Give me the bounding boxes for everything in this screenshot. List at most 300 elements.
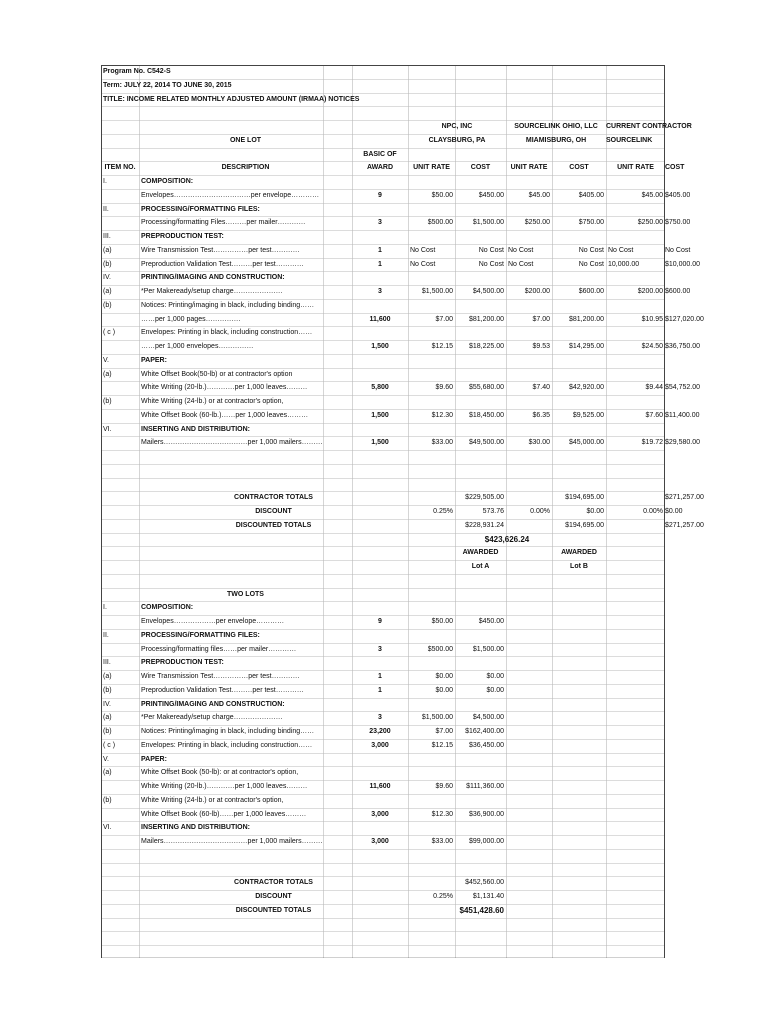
cost-cell: [455, 629, 506, 643]
unit-rate-cell: [408, 821, 455, 835]
cost-cell: [665, 299, 667, 313]
section-heading: COMPOSITION:: [141, 178, 194, 185]
basis-of-award: 1,500: [371, 411, 389, 419]
item-description: Processing/formatting files……per mailer…………: [141, 645, 297, 653]
unit-rate-cell: $1,500.00: [421, 288, 453, 295]
section-heading: PRINTING/IMAGING AND CONSTRUCTION:: [141, 700, 285, 708]
unit-rate-cell: [408, 230, 455, 244]
item-description: *Per Makeready/setup charge…………………: [141, 288, 283, 295]
unit-rate-cell: $12.30: [431, 810, 453, 818]
cost-cell: [455, 395, 506, 409]
cost-cell: [665, 203, 667, 217]
section-heading: PROCESSING/FORMATTING FILES:: [141, 631, 260, 639]
section-heading: PREPRODUCTION TEST:: [141, 659, 224, 667]
unit-rate-cell: $0.00: [435, 673, 453, 680]
item-description: Envelopes……………………………per envelope…………: [141, 191, 320, 199]
basis-of-award: 3: [378, 219, 382, 227]
cost-cell: $36,450.00: [468, 741, 504, 749]
item-description: Wire Transmission Test……………per test…………: [141, 673, 300, 680]
total-rate: [408, 491, 455, 505]
unit-rate-cell: $24.50: [641, 343, 663, 350]
item-number: I.: [103, 178, 107, 185]
unit-rate-cell: $250.00: [524, 219, 550, 227]
discount-label: DISCOUNT: [255, 893, 292, 900]
unit-rate-cell: [408, 354, 455, 368]
cost-cell: $162,400.00: [465, 728, 504, 735]
basis-of-award: [352, 326, 408, 340]
cost-cell: $42,920.00: [568, 384, 604, 392]
discounted-totals-label: DISCOUNTED TOTALS: [235, 521, 312, 529]
unit-rate-cell: No Cost: [508, 260, 534, 268]
unit-rate-cell: No Cost: [410, 246, 436, 254]
unit-rate-cell: [408, 766, 455, 780]
vendor-location: SOURCELINK: [606, 136, 653, 144]
unit-rate-cell: [506, 175, 552, 189]
cost-cell: [455, 821, 506, 835]
item-description: Wire Transmission Test……………per test…………: [141, 246, 300, 254]
basis-of-award: 1: [378, 260, 382, 268]
basis-of-award: 3: [378, 645, 382, 653]
basis-of-award: 3,000: [371, 741, 389, 749]
unit-rate-cell: [408, 203, 455, 217]
total-rate: 0.25%: [433, 508, 453, 515]
section-heading: PRINTING/IMAGING AND CONSTRUCTION:: [141, 274, 285, 282]
unit-rate-cell: [506, 326, 552, 340]
program-number: Program No. C542-S: [103, 68, 171, 75]
item-number: (a): [103, 673, 112, 680]
item-number: (b): [103, 398, 112, 405]
item-description: Notices: Printing/imaging in black, including binding……: [141, 301, 315, 309]
unit-rate-cell: [408, 423, 455, 437]
lot-title: TWO LOTS: [227, 590, 264, 598]
vendor-name: SOURCELINK OHIO, LLC: [514, 123, 598, 130]
basis-of-award: [352, 698, 408, 712]
cost-cell: $49,500.00: [468, 439, 504, 447]
cost-cell: [552, 326, 606, 340]
item-description: White Offset Book (60-lb.)……per 1,000 leaves………: [141, 411, 309, 419]
unit-rate-cell: [408, 395, 455, 409]
section-heading: PAPER:: [141, 755, 167, 763]
unit-rate-cell: [506, 203, 552, 217]
item-description: Envelopes: Printing in black, including construction……: [141, 329, 313, 337]
cost-cell: [455, 299, 506, 313]
item-number: [101, 216, 139, 230]
item-number: V.: [103, 755, 109, 763]
column-header-cost: COST: [665, 164, 685, 172]
unit-rate-cell: $30.00: [528, 439, 550, 447]
unit-rate-cell: [506, 368, 552, 382]
total-cost: $451,428.60: [459, 905, 504, 915]
unit-rate-cell: [606, 299, 665, 313]
item-number: III.: [103, 659, 111, 667]
document-title: TITLE: INCOME RELATED MONTHLY ADJUSTED AMOUNT (IRMAA) NOTICES: [103, 95, 360, 103]
section-heading: PROCESSING/FORMATTING FILES:: [141, 205, 260, 213]
cost-cell: [665, 230, 667, 244]
item-number: I.: [103, 604, 107, 612]
cost-cell: [552, 423, 606, 437]
spreadsheet-page: [101, 65, 704, 958]
item-number: [101, 436, 139, 450]
item-description: Processing/formatting Files………per mailer…………: [141, 219, 306, 227]
cost-cell: No Cost: [578, 246, 604, 254]
basis-of-award: 11,600: [369, 783, 391, 790]
unit-rate-cell: [606, 395, 665, 409]
basis-of-award: 11,600: [369, 315, 391, 323]
item-number: ( c ): [103, 741, 116, 749]
unit-rate-cell: $0.00: [435, 686, 453, 694]
item-description: Mailers………………………………per 1,000 mailers………: [141, 838, 323, 845]
cost-cell: [552, 175, 606, 189]
cost-cell: [455, 601, 506, 615]
cost-cell: $750.00: [578, 219, 604, 227]
item-number: IV.: [103, 274, 111, 282]
item-description: White Writing (20-lb.)…………per 1,000 leaves………: [141, 384, 308, 392]
item-number: [101, 313, 139, 327]
unit-rate-cell: [606, 326, 665, 340]
item-number: [101, 808, 139, 822]
item-number: VI.: [103, 425, 112, 433]
item-description: White Writing (24-lb.) or at contractor's option,: [141, 796, 284, 804]
item-description: White Offset Book(50-lb) or at contractor's option: [141, 370, 293, 378]
grand-total: $423,626.24: [484, 534, 530, 544]
unit-rate-cell: $1,500.00: [421, 714, 453, 722]
vendor-location: MIAMISBURG, OH: [525, 136, 587, 144]
cost-cell: $405.00: [665, 191, 691, 199]
unit-rate-cell: [408, 271, 455, 285]
item-number: ( c ): [103, 329, 116, 337]
unit-rate-cell: $45.00: [528, 191, 550, 199]
item-number: VI.: [103, 824, 112, 832]
cost-cell: $4,500.00: [472, 288, 504, 295]
item-number: III.: [103, 233, 111, 240]
basis-of-award: [352, 354, 408, 368]
item-number: [101, 381, 139, 395]
cost-cell: [552, 368, 606, 382]
unit-rate-cell: [606, 230, 665, 244]
item-number: (a): [103, 246, 112, 254]
cost-cell: $1,500.00: [472, 645, 504, 653]
cost-cell: $14,295.00: [568, 343, 604, 350]
column-header-item: ITEM NO.: [104, 164, 136, 172]
item-number: (b): [103, 796, 112, 804]
total-cost: $229,505.00: [465, 494, 504, 502]
unit-rate-cell: $7.60: [645, 411, 663, 419]
column-header-description: DESCRIPTION: [221, 164, 270, 172]
cost-cell: $81,200.00: [468, 315, 504, 323]
cost-cell: [552, 230, 606, 244]
unit-rate-cell: $12.15: [431, 741, 453, 749]
cost-cell: [455, 794, 506, 808]
unit-rate-cell: [506, 395, 552, 409]
basis-of-award: 1,500: [371, 439, 389, 447]
item-number: II.: [103, 205, 109, 213]
unit-rate-cell: [408, 326, 455, 340]
cost-cell: $600.00: [665, 288, 691, 295]
unit-rate-cell: $33.00: [431, 439, 453, 447]
unit-rate-cell: [506, 271, 552, 285]
cost-cell: [455, 230, 506, 244]
item-number: (b): [103, 260, 112, 268]
cost-cell: [665, 175, 667, 189]
item-description: Envelopes………………per envelope…………: [141, 618, 285, 625]
unit-rate-cell: [606, 368, 665, 382]
basis-of-award: 9: [378, 618, 382, 625]
total-rate: [506, 519, 552, 533]
total-cost: $1,131.40: [472, 893, 504, 900]
cost-cell: [665, 354, 667, 368]
unit-rate-cell: $33.00: [431, 838, 453, 845]
cost-cell: $36,750.00: [665, 343, 701, 350]
cost-cell: No Cost: [478, 260, 504, 268]
cost-cell: $81,200.00: [568, 315, 604, 323]
discount-label: DISCOUNT: [255, 508, 292, 515]
item-description: White Offset Book (50-lb): or at contractor's option,: [141, 769, 299, 777]
cost-cell: [455, 175, 506, 189]
unit-rate-cell: [408, 656, 455, 670]
item-number: (a): [103, 714, 112, 722]
cost-cell: [552, 299, 606, 313]
item-number: [101, 780, 139, 794]
basis-of-award: 1,500: [371, 343, 389, 350]
item-description: Notices: Printing/imaging in black, including binding……: [141, 728, 315, 735]
basis-of-award: [352, 821, 408, 835]
unit-rate-cell: $200.00: [524, 288, 550, 295]
item-description: White Writing (20-lb.)…………per 1,000 leaves………: [141, 783, 308, 790]
total-rate: 0.25%: [433, 893, 453, 900]
cost-cell: $18,450.00: [468, 411, 504, 419]
unit-rate-cell: [606, 271, 665, 285]
column-header-unit-rate: UNIT RATE: [617, 164, 654, 172]
unit-rate-cell: [606, 203, 665, 217]
section-heading: INSERTING AND DISTRIBUTION:: [141, 425, 251, 433]
unit-rate-cell: $7.00: [435, 315, 453, 323]
unit-rate-cell: [506, 299, 552, 313]
unit-rate-cell: $7.00: [435, 728, 453, 735]
item-description: Preproduction Validation Test………per test…………: [141, 260, 304, 268]
cost-cell: [552, 354, 606, 368]
cost-cell: $11,400.00: [665, 411, 700, 419]
item-number: (a): [103, 370, 112, 378]
unit-rate-cell: [408, 629, 455, 643]
total-rate: [606, 519, 665, 533]
basis-of-award: 1: [378, 246, 382, 254]
item-description: White Writing (24-lb.) or at contractor's option,: [141, 398, 284, 405]
unit-rate-cell: [506, 423, 552, 437]
cost-cell: $450.00: [478, 191, 504, 199]
unit-rate-cell: No Cost: [608, 246, 634, 254]
unit-rate-cell: $45.00: [641, 191, 663, 199]
cost-cell: [665, 271, 667, 285]
column-header-basis: AWARD: [366, 164, 394, 172]
item-description: ……per 1,000 envelopes……………: [141, 343, 254, 350]
basis-of-award: 9: [378, 191, 382, 199]
cost-cell: No Cost: [665, 246, 691, 254]
item-number: [101, 835, 139, 849]
cost-cell: [665, 326, 667, 340]
section-heading: INSERTING AND DISTRIBUTION:: [141, 824, 251, 832]
basis-of-award: 23,200: [369, 728, 391, 735]
cost-cell: [552, 203, 606, 217]
item-description: *Per Makeready/setup charge…………………: [141, 714, 283, 722]
section-heading: PAPER:: [141, 356, 167, 364]
basis-of-award: [352, 753, 408, 767]
total-cost: $271,257.00: [665, 521, 704, 529]
item-number: [101, 409, 139, 423]
cost-cell: $18,225.00: [468, 343, 504, 350]
item-number: [101, 643, 139, 657]
cost-cell: [665, 395, 667, 409]
item-number: (a): [103, 288, 112, 295]
item-number: (a): [103, 769, 112, 777]
cost-cell: $10,000.00: [665, 260, 701, 268]
unit-rate-cell: $9.53: [532, 343, 550, 350]
item-description: Envelopes: Printing in black, including construction……: [141, 741, 313, 749]
unit-rate-cell: $500.00: [427, 645, 453, 653]
item-number: [101, 189, 139, 203]
unit-rate-cell: [408, 753, 455, 767]
unit-rate-cell: $500.00: [427, 219, 453, 227]
total-rate: [408, 876, 455, 890]
unit-rate-cell: $7.00: [532, 315, 550, 323]
unit-rate-cell: $6.35: [532, 411, 550, 419]
unit-rate-cell: $9.60: [435, 384, 453, 392]
item-number: (b): [103, 301, 112, 309]
section-heading: PREPRODUCTION TEST:: [141, 233, 224, 240]
basis-of-award: 3: [378, 714, 382, 722]
cost-cell: [455, 766, 506, 780]
vendor-location: CLAYSBURG, PA: [428, 136, 486, 144]
cost-cell: [455, 423, 506, 437]
cost-cell: $4,500.00: [472, 714, 504, 722]
cost-cell: $405.00: [578, 191, 604, 199]
unit-rate-cell: [408, 698, 455, 712]
vendor-name: NPC, INC: [441, 123, 473, 130]
basis-of-award: [352, 601, 408, 615]
item-number: IV.: [103, 700, 111, 708]
basis-of-award: 1: [378, 673, 382, 680]
cost-cell: [665, 368, 667, 382]
basis-of-award: [352, 766, 408, 780]
unit-rate-cell: [408, 601, 455, 615]
basis-of-award: [352, 230, 408, 244]
cost-cell: $600.00: [578, 288, 604, 295]
unit-rate-cell: $9.60: [435, 783, 453, 790]
cost-cell: [455, 368, 506, 382]
column-header-unit-rate: UNIT RATE: [413, 164, 450, 172]
cost-cell: [455, 698, 506, 712]
unit-rate-cell: $10.95: [641, 315, 663, 323]
item-description: Mailers………………………………per 1,000 mailers………: [141, 439, 323, 447]
total-rate: [408, 519, 455, 533]
basis-of-award: 3: [378, 288, 382, 295]
unit-rate-cell: [606, 423, 665, 437]
unit-rate-cell: $7.40: [532, 384, 550, 392]
basis-of-award: [352, 423, 408, 437]
basis-of-award: [352, 395, 408, 409]
total-cost: 573.76: [482, 508, 504, 515]
unit-rate-cell: [408, 368, 455, 382]
cost-cell: $99,000.00: [468, 838, 504, 845]
unit-rate-cell: $200.00: [637, 288, 663, 295]
cost-cell: $450.00: [478, 618, 504, 625]
lot-title: ONE LOT: [229, 136, 262, 144]
cost-cell: [552, 395, 606, 409]
cost-cell: $1,500.00: [472, 219, 504, 227]
cost-cell: [455, 203, 506, 217]
basis-of-award: 3,000: [371, 810, 389, 818]
cost-cell: $45,000.00: [568, 439, 604, 447]
cost-cell: [552, 271, 606, 285]
item-description: ……per 1,000 pages……………: [141, 315, 241, 323]
basis-of-award: [352, 368, 408, 382]
basis-of-award: [352, 203, 408, 217]
total-rate: [408, 904, 455, 918]
column-header-cost: COST: [569, 164, 589, 172]
unit-rate-cell: [606, 175, 665, 189]
item-number: II.: [103, 631, 109, 639]
unit-rate-cell: $12.15: [431, 343, 453, 350]
awarded-label: AWARDED: [561, 549, 597, 557]
item-number: [101, 615, 139, 629]
unit-rate-cell: $19.72: [641, 439, 663, 447]
basis-of-award: [352, 271, 408, 285]
unit-rate-cell: No Cost: [508, 246, 534, 254]
contractor-totals-label: CONTRACTOR TOTALS: [234, 879, 313, 887]
unit-rate-cell: $12.30: [431, 411, 453, 419]
lot-b-label: Lot B: [570, 563, 588, 570]
basis-of-award: [352, 629, 408, 643]
unit-rate-cell: $9.44: [645, 384, 663, 392]
cost-cell: $127,020.00: [665, 315, 704, 323]
item-description: Preproduction Validation Test………per test…………: [141, 686, 304, 694]
unit-rate-cell: [408, 794, 455, 808]
cost-cell: [455, 656, 506, 670]
basis-of-award: [352, 794, 408, 808]
total-cost: $228,931.24: [465, 521, 504, 529]
unit-rate-cell: $50.00: [431, 618, 453, 625]
total-cost: $0.00: [586, 508, 604, 515]
cost-cell: [455, 354, 506, 368]
unit-rate-cell: [408, 175, 455, 189]
cost-cell: $54,752.00: [665, 384, 701, 392]
total-rate: [606, 491, 665, 505]
unit-rate-cell: [408, 299, 455, 313]
basis-of-award: [352, 299, 408, 313]
unit-rate-cell: [506, 230, 552, 244]
cost-cell: No Cost: [578, 260, 604, 268]
basis-of-award: 1: [378, 686, 382, 694]
basis-of-award: [352, 175, 408, 189]
unit-rate-cell: 10,000.00: [608, 260, 640, 268]
column-header-basis: BASIC OF: [363, 150, 397, 158]
cost-cell: $0.00: [486, 673, 504, 680]
discounted-totals-label: DISCOUNTED TOTALS: [235, 906, 312, 914]
cost-cell: $750.00: [665, 219, 691, 227]
cost-cell: $0.00: [486, 686, 504, 694]
cost-cell: [455, 753, 506, 767]
total-cost: $194,695.00: [565, 494, 604, 502]
item-number: (b): [103, 728, 112, 735]
cost-cell: $55,680.00: [468, 384, 504, 392]
section-heading: COMPOSITION:: [141, 604, 194, 612]
contract-term: Term: JULY 22, 2014 TO JUNE 30, 2015: [103, 81, 232, 89]
total-cost: $271,257.00: [665, 494, 704, 502]
unit-rate-cell: No Cost: [410, 260, 436, 268]
total-rate: [506, 491, 552, 505]
cost-cell: $9,525.00: [572, 411, 604, 419]
cost-cell: $111,360.00: [466, 783, 504, 790]
column-header-cost: COST: [470, 164, 491, 172]
